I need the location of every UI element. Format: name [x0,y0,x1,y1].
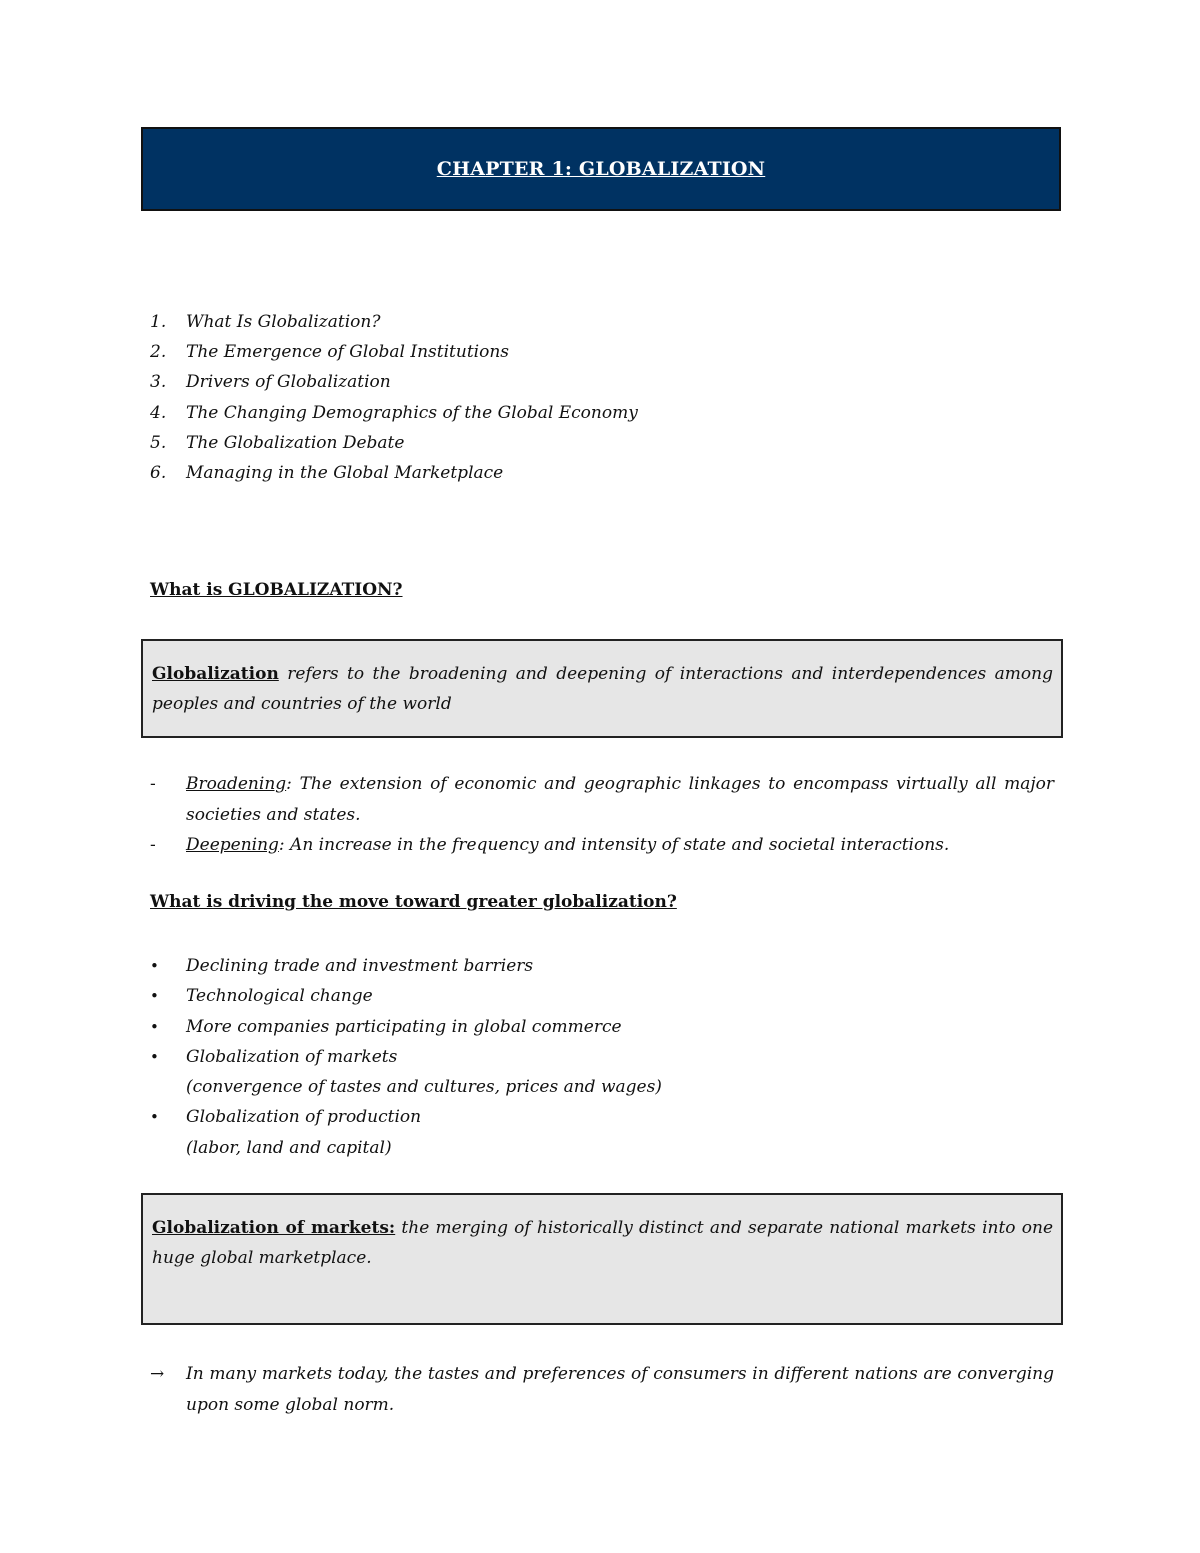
list-item [150,1102,662,1163]
list-item-deepening [150,830,1054,861]
bullet-mark: • [150,957,159,975]
list-item-broadening [150,769,1054,830]
drivers-bullet-list [150,951,662,1163]
toc-item [150,309,638,339]
definition-box-globalization [141,639,1063,738]
toc-number: 2. [150,342,167,363]
toc-number: 4. [150,402,167,423]
bullet-mark: • [150,1108,159,1127]
definition-term: Globalization [152,664,279,684]
toc-text: What Is Globalization? [186,312,381,332]
toc-item [150,460,638,490]
dash-list [150,769,1054,861]
toc-text: The Emergence of Global Institutions [186,342,509,363]
definition-body: refers to the broadening and deepening of interactions and interdependences among peoples and countries of the world [152,664,1053,714]
bullet-mark: • [150,987,159,1006]
bullet-text: Technological change [186,986,373,1007]
toc-text: Managing in the Global Marketplace [186,462,504,483]
section-heading-drivers: What is driving the move toward greater globalization? [150,892,677,912]
point-text: : An increase in the frequency and intensity of state and societal interactions. [278,835,950,855]
point-text: : The extension of economic and geographic linkages to encompass virtually all major societies and states. [186,774,1054,825]
table-of-contents [150,309,638,490]
definition-text [152,659,1053,719]
toc-item [150,400,638,430]
toc-text: Drivers of Globalization [186,372,391,393]
definition-text [152,1213,1053,1273]
toc-text: The Changing Demographics of the Global Economy [186,402,638,423]
definition-box-markets [141,1193,1063,1325]
chapter-title: CHAPTER 1: GLOBALIZATION [436,158,766,180]
toc-number: 1. [150,312,167,332]
list-item [150,1012,662,1042]
chapter-banner [141,127,1061,211]
dash-mark: - [150,774,156,794]
definition-body: the merging of historically distinct and separate national markets into one huge global marketplace. [152,1218,1054,1268]
bullet-text: Globalization of markets [186,1046,398,1067]
dash-mark: - [150,835,156,855]
toc-number: 5. [150,432,167,453]
toc-number: 3. [150,372,167,393]
toc-item [150,369,638,399]
bullet-text: Declining trade and investment barriers [186,956,534,976]
arrow-text: In many markets today, the tastes and preferences of consumers in different nations are converging upon some global norm. [186,1364,1054,1415]
bullet-text: More companies participating in global commerce [186,1016,622,1037]
bullet-subtext: (convergence of tastes and cultures, prices and wages) [186,1077,662,1098]
arrow-icon: → [150,1364,165,1384]
bullet-subtext: (labor, land and capital) [186,1137,392,1158]
arrow-paragraph [150,1359,1054,1420]
term-broadening: Broadening [186,774,287,794]
toc-item [150,430,638,460]
list-item [150,1042,662,1103]
section-heading-globalization: What is GLOBALIZATION? [150,580,403,600]
toc-number: 6. [150,462,167,483]
list-item [150,951,662,981]
toc-text: The Globalization Debate [186,432,405,453]
bullet-mark: • [150,1017,159,1036]
definition-term: Globalization of markets: [152,1218,396,1238]
bullet-text: Globalization of production [186,1107,422,1128]
term-deepening: Deepening [186,835,279,855]
toc-item [150,339,638,369]
list-item [150,981,662,1011]
bullet-mark: • [150,1047,159,1066]
